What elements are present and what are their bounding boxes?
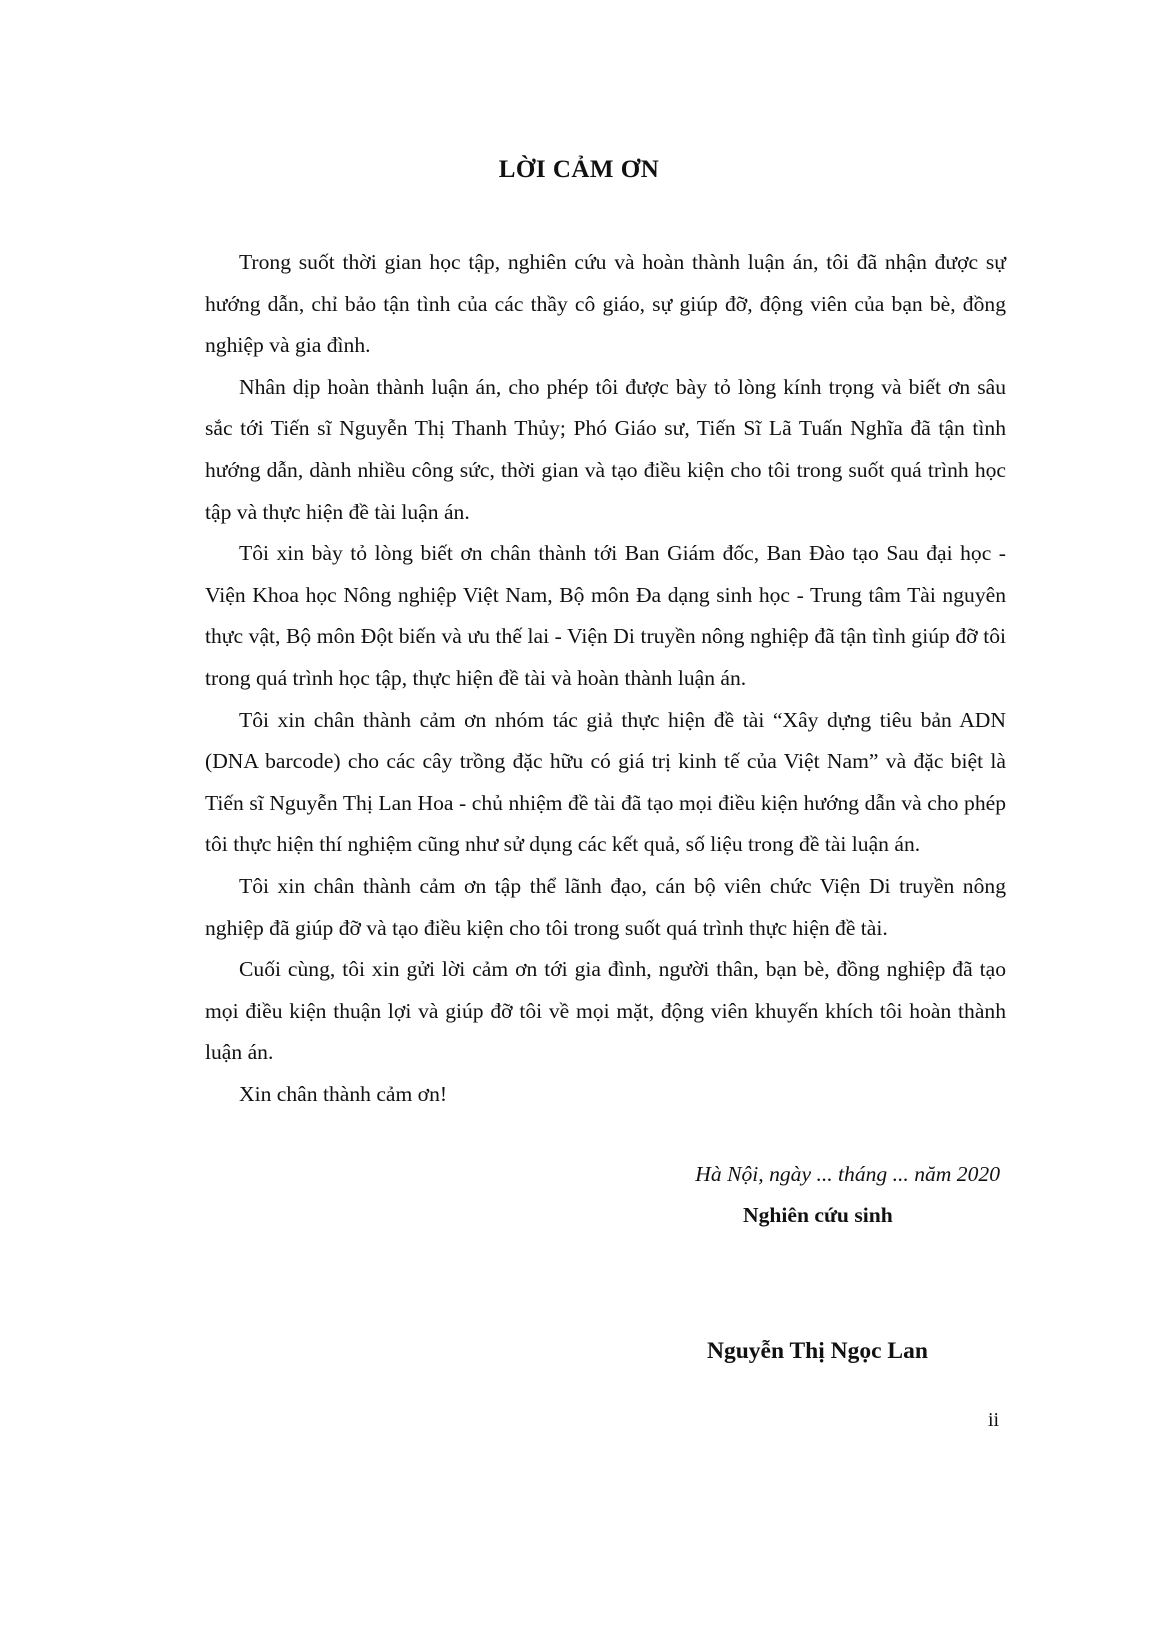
signer-role: Nghiên cứu sinh <box>743 1203 893 1227</box>
paragraph: Trong suốt thời gian học tập, nghiên cứu và hoàn thành luận án, tôi đã nhận được sự hướng dẫn, chỉ bảo tận tình của các thầy cô giáo, sự giúp đỡ, động viên của bạn bè, đồng nghiệp và gia đình. <box>205 250 1006 358</box>
paragraph: Nhân dịp hoàn thành luận án, cho phép tôi được bày tỏ lòng kính trọng và biết ơn sâu sắc tới Tiến sĩ Nguyễn Thị Thanh Thủy; Phó Giáo sư, Tiến Sĩ Lã Tuấn Nghĩa đã tận tình hướng dẫn, dành nhiều công sức, thời gian và tạo điều kiện cho tôi trong suốt quá trình học tập và thực hiện đề tài luận án. <box>205 374 1006 524</box>
acknowledgement-body <box>205 242 1006 1115</box>
page-number: ii <box>988 1409 1000 1431</box>
signer-name: Nguyễn Thị Ngọc Lan <box>707 1338 928 1364</box>
page-title: LỜI CẢM ƠN <box>498 156 660 183</box>
paragraph: Tôi xin chân thành cảm ơn nhóm tác giả thực hiện đề tài “Xây dựng tiêu bản ADN (DNA barcode) cho các cây trồng đặc hữu có giá trị kinh tế của Việt Nam” và đặc biệt là Tiến sĩ Nguyễn Thị Lan Hoa - chủ nhiệm đề tài đã tạo mọi điều kiện hướng dẫn và cho phép tôi thực hiện thí nghiệm cũng như sử dụng các kết quả, số liệu trong đề tài luận án. <box>205 707 1006 857</box>
paragraph: Tôi xin bày tỏ lòng biết ơn chân thành tới Ban Giám đốc, Ban Đào tạo Sau đại học - Viện Khoa học Nông nghiệp Việt Nam, Bộ môn Đa dạng sinh học - Trung tâm Tài nguyên thực vật, Bộ môn Đột biến và ưu thế lai - Viện Di truyền nông nghiệp đã tận tình giúp đỡ tôi trong quá trình học tập, thực hiện đề tài và hoàn thành luận án. <box>205 541 1006 690</box>
paragraph: Cuối cùng, tôi xin gửi lời cảm ơn tới gia đình, người thân, bạn bè, đồng nghiệp đã tạo mọi điều kiện thuận lợi và giúp đỡ tôi về mọi mặt, động viên khuyến khích tôi hoàn thành luận án. <box>205 957 1006 1065</box>
paragraph: Tôi xin chân thành cảm ơn tập thể lãnh đạo, cán bộ viên chức Viện Di truyền nông nghiệp đã giúp đỡ và tạo điều kiện cho tôi trong suốt quá trình thực hiện đề tài. <box>205 873 1006 940</box>
place-date: Hà Nội, ngày ... tháng ... năm 2020 <box>695 1162 1000 1186</box>
paragraph: Xin chân thành cảm ơn! <box>239 1081 448 1106</box>
